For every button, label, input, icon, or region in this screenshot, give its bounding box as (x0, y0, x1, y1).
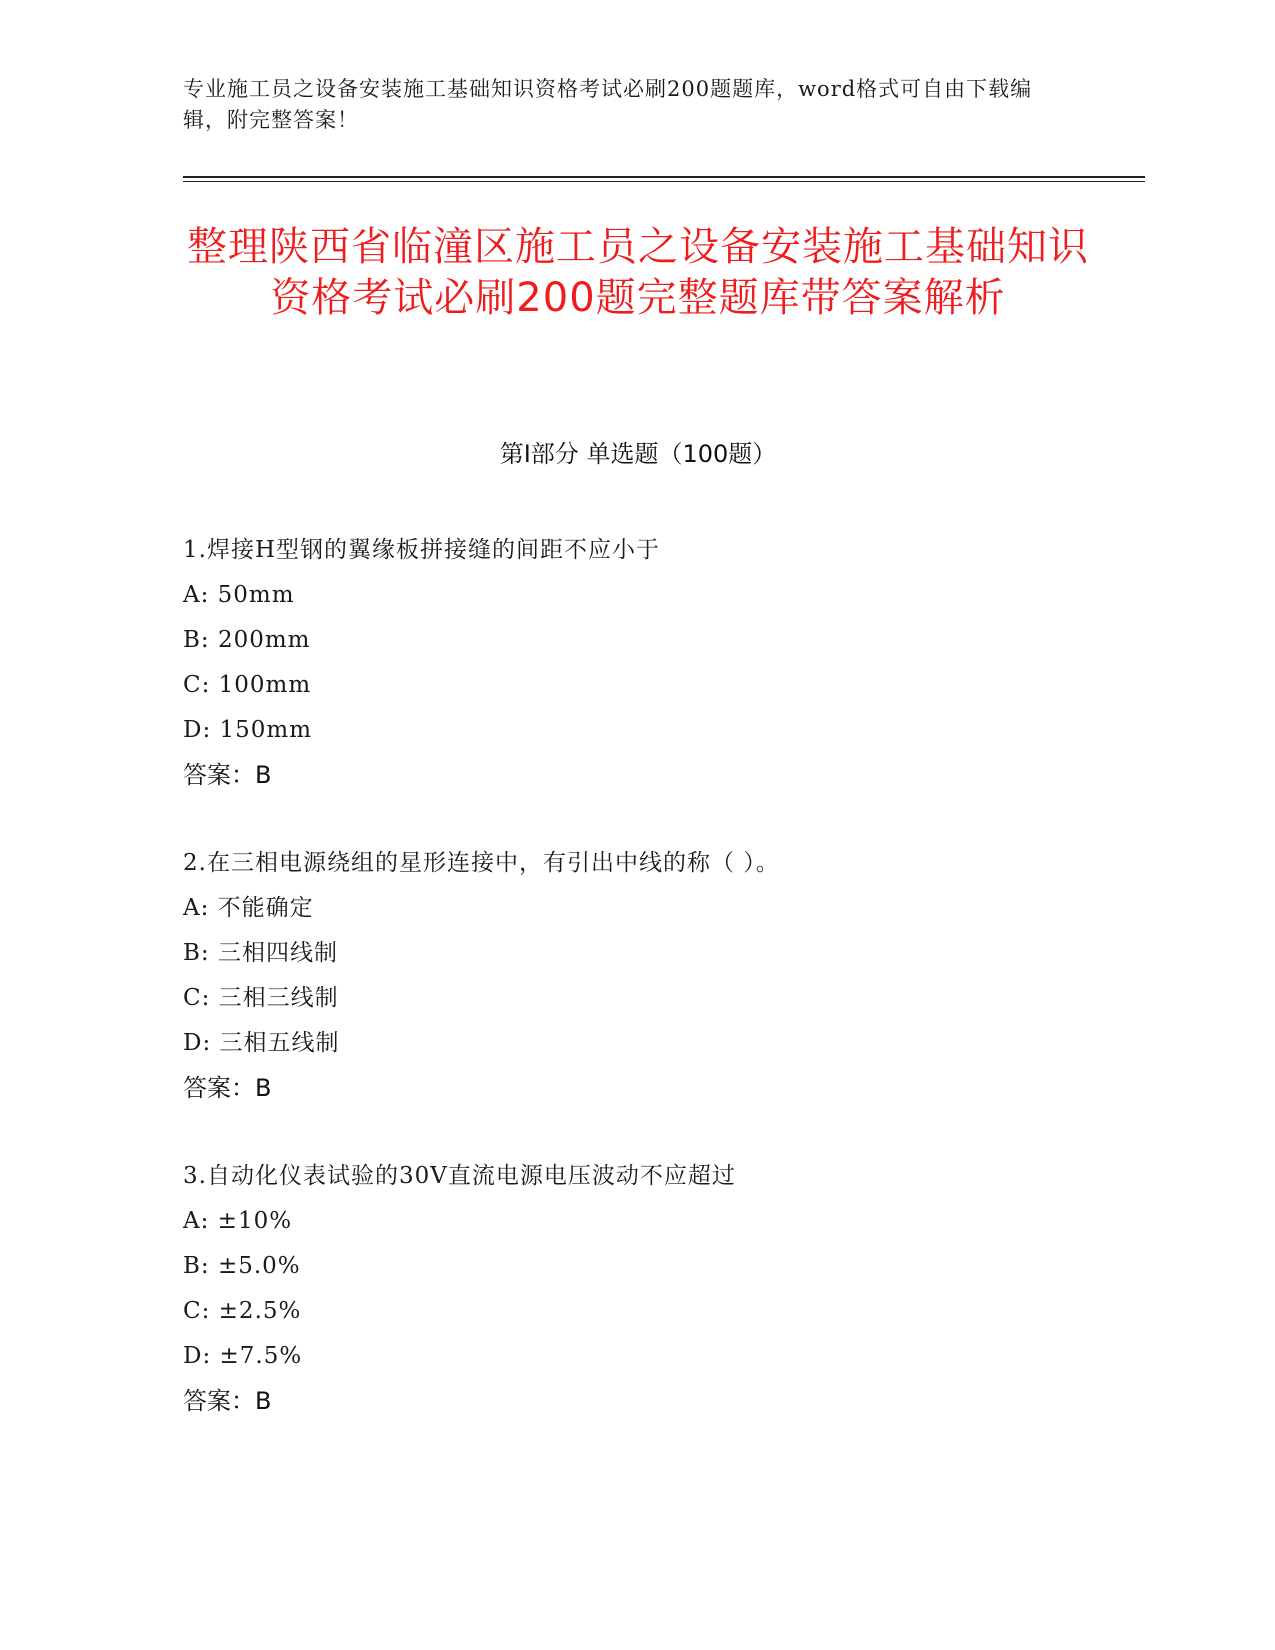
header-note: 专业施工员之设备安装施工基础知识资格考试必刷200题题库，word格式可自由下载编辑，附完整答案！ (183, 77, 1033, 132)
option-d: D: 三相五线制 (183, 1030, 340, 1056)
option-d: D: 150mm (183, 717, 313, 743)
document-title: 整理陕西省临潼区施工员之设备安装施工基础知识资格考试必刷200题完整题库带答案解析 (187, 224, 1089, 321)
option-a: A: 50mm (183, 582, 295, 608)
question-stem: 1.焊接H型钢的翼缘板拼接缝的间距不应小于 (183, 537, 661, 563)
answer: 答案：B (183, 761, 272, 789)
question-stem: 3.自动化仪表试验的30V直流电源电压波动不应超过 (183, 1163, 736, 1189)
option-d: D: ±7.5% (183, 1343, 303, 1369)
option-b: B: ±5.0% (183, 1253, 301, 1279)
option-a: A: ±10% (183, 1208, 293, 1234)
option-c: C: 100mm (183, 672, 312, 698)
section-title: 第Ⅰ部分 单选题（100题） (499, 440, 777, 468)
question-list (183, 528, 1083, 1467)
header-divider-thick (183, 176, 1145, 178)
header-divider-thin (183, 181, 1145, 182)
question-stem: 2.在三相电源绕组的星形连接中，有引出中线的称（ ）。 (183, 850, 780, 876)
question-1 (183, 528, 1083, 798)
option-b: B: 200mm (183, 627, 311, 653)
option-a: A: 不能确定 (183, 895, 314, 921)
option-c: C: 三相三线制 (183, 985, 339, 1011)
option-b: B: 三相四线制 (183, 940, 338, 966)
answer: 答案：B (183, 1074, 272, 1102)
answer: 答案：B (183, 1387, 272, 1415)
option-c: C: ±2.5% (183, 1298, 302, 1324)
question-2 (183, 841, 1083, 1111)
question-3 (183, 1154, 1083, 1424)
